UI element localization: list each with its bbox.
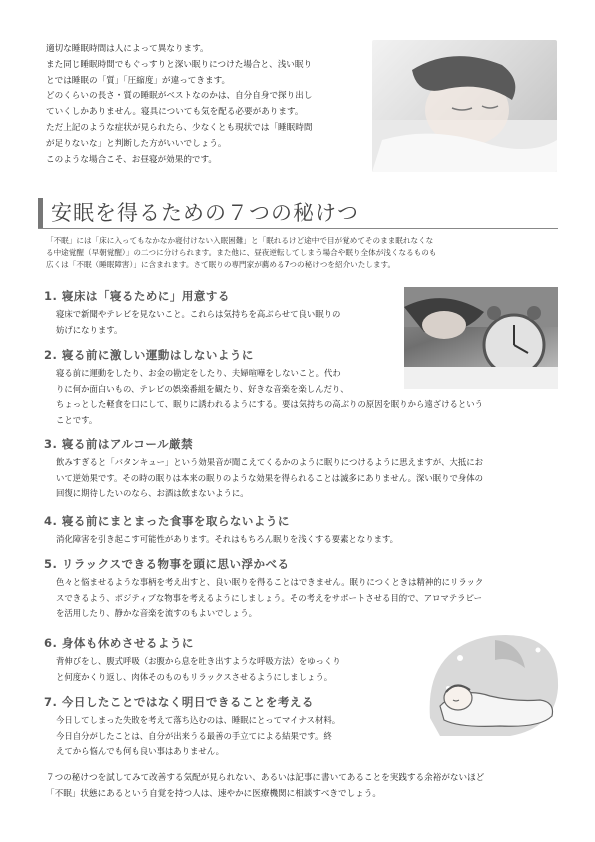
closing-line: 「不眠」状態にあるという自覚を持つ人は、速やかに医療機関に相談すべきでしょう。 <box>46 789 381 799</box>
tip-title: 6. 身体も休めさせるように <box>44 636 194 650</box>
tip-line: いて逆効果です。その時の眠りは本来の眠りのような効果を得られることは滅多にありません。深い眠りで身体の <box>56 472 483 483</box>
tip-line: を活用したり、静かな音楽を流すのもよいでしょう。 <box>56 608 257 618</box>
tip-body <box>56 307 384 338</box>
tip-title: 7. 今日したことではなく明日できることを考える <box>44 695 314 709</box>
intro-line: が足りないな」と判断した方がいいでしょう。 <box>46 138 227 149</box>
tip-line: ことです。 <box>56 414 98 425</box>
closing-paragraph <box>46 770 556 802</box>
intro-line: また同じ睡眠時間でもぐっすりと深い眠りにつけた場合と、浅い眠り <box>46 59 313 70</box>
tip-line: 飲みすぎると「バタンキュー」という効果音が聞こえてくるかのように眠りにつけるように思えますが、大抵にお <box>56 457 483 467</box>
intro-line: とでは睡眠の「質」「圧縮度」が違ってきます。 <box>46 75 231 86</box>
tip-6 <box>44 635 424 685</box>
tip-line: 色々と悩ませるような事柄を考え出すと、良い眠りを得ることはできません。眠りにつくときは精神的にリラック <box>56 577 484 587</box>
intro-line: ただ上記のような症状が見られたら、少なくとも現状では「睡眠時間 <box>46 122 313 133</box>
section-title: 安眠を得るための７つの秘けつ <box>51 201 359 225</box>
tip-line: 消化障害を引き起こす可能性があります。それはもちろん眠りを浅くする要素となります。 <box>56 534 399 544</box>
intro-line: 適切な睡眠時間は人によって異なります。 <box>46 44 209 54</box>
tip-line: 回復に期待したいのなら、お酒は飲まないように。 <box>56 488 249 498</box>
tip-line: と何度かくり返し、肉体そのものもリラックスさせるようにしましょう。 <box>56 671 333 682</box>
tip-body <box>56 366 554 428</box>
section-divider <box>38 228 558 229</box>
tip-line: りに何か面白いもの、テレビの娯楽番組を観たり、好きな音楽を楽しんだり、 <box>56 383 349 394</box>
tip-2 <box>44 347 554 428</box>
tip-title: 4. 寝る前にまとまった食事を取らないように <box>44 514 290 528</box>
lead-line: 「不眠」には「床に入ってもなかなか寝付けない入眠困難」と「眠れるけど途中で目が覚めてそのまま眠れなくな <box>46 236 434 245</box>
sleeping-woman-photo <box>372 40 557 172</box>
closing-line: ７つの秘けつを試してみて改善する気配が見られない、あるいは記事に書いてあることを実践する余裕がないほど <box>46 773 485 783</box>
intro-line: ていくしかありません。寝具についても気を配る必要があります。 <box>46 107 304 118</box>
tip-body <box>56 654 424 685</box>
lead-line: 広くは「不眠（睡眠障害）」に含まれます。さて眠りの専門家が薦める7つの秘けつを紹介いたします。 <box>46 260 396 269</box>
tip-4 <box>44 513 554 548</box>
tip-line: ちょっとした軽食を口にして、眠りに誘われるようにする。要は気持ちの高ぶりの原因を眠りから遠ざけるという <box>56 399 483 409</box>
tip-line: えてから悩んでも何も良い事はありません。 <box>56 746 225 756</box>
section-lead <box>46 235 556 271</box>
tip-title: 5. リラックスできる物事を頭に思い浮かべる <box>44 557 290 571</box>
section-heading <box>38 198 563 228</box>
intro-paragraph <box>46 42 386 168</box>
tip-3 <box>44 436 554 502</box>
intro-line: どのくらいの長さ・質の睡眠がベストなのかは、自分自身で探り出し <box>46 91 313 102</box>
intro-line: このような場合こそ、お昼寝が効果的です。 <box>46 154 218 165</box>
tip-body <box>56 532 554 548</box>
lead-line: る中途覚醒（早朝覚醒）」の二つに分けられます。また他に、昼夜逆転してしまう場合や眠り全体が浅くなるものも <box>46 248 437 257</box>
sleeping-girl-illustration <box>420 628 565 740</box>
tip-title: 2. 寝る前に激しい運動はしないように <box>44 348 254 362</box>
tip-title: 3. 寝る前はアルコール厳禁 <box>44 437 194 451</box>
tip-line: 今日してしまった失敗を考えて落ち込むのは、睡眠にとってマイナス材料。 <box>56 715 341 725</box>
tip-line: 寝床で新聞やテレビを見ないこと。これらは気持ちを高ぶらせて良い眠りの <box>56 309 341 319</box>
tip-title: 1. 寝床は「寝るために」用意する <box>44 289 230 303</box>
tip-line: 今日自分がしたことは、自分が出来うる最善の手立てによる結果です。終 <box>56 730 332 741</box>
tip-body <box>56 575 554 622</box>
tip-body <box>56 713 424 760</box>
tip-line: スできるよう、ポジティブな物事を考えるようにしましょう。その考えをサポートさせる目的で、アロマテラピー <box>56 592 482 603</box>
tip-7 <box>44 694 424 760</box>
tip-line: 背伸びをし、腹式呼吸（お腹から息を吐き出すような呼吸方法）をゆっくり <box>56 656 341 666</box>
tip-line: 寝る前に運動をしたり、お金の勘定をしたり、夫婦喧嘩をしないこと。代わ <box>56 368 341 378</box>
tip-5 <box>44 556 554 622</box>
tip-line: 妨げになります。 <box>56 324 123 335</box>
tip-body <box>56 455 554 502</box>
tip-1 <box>44 288 384 338</box>
